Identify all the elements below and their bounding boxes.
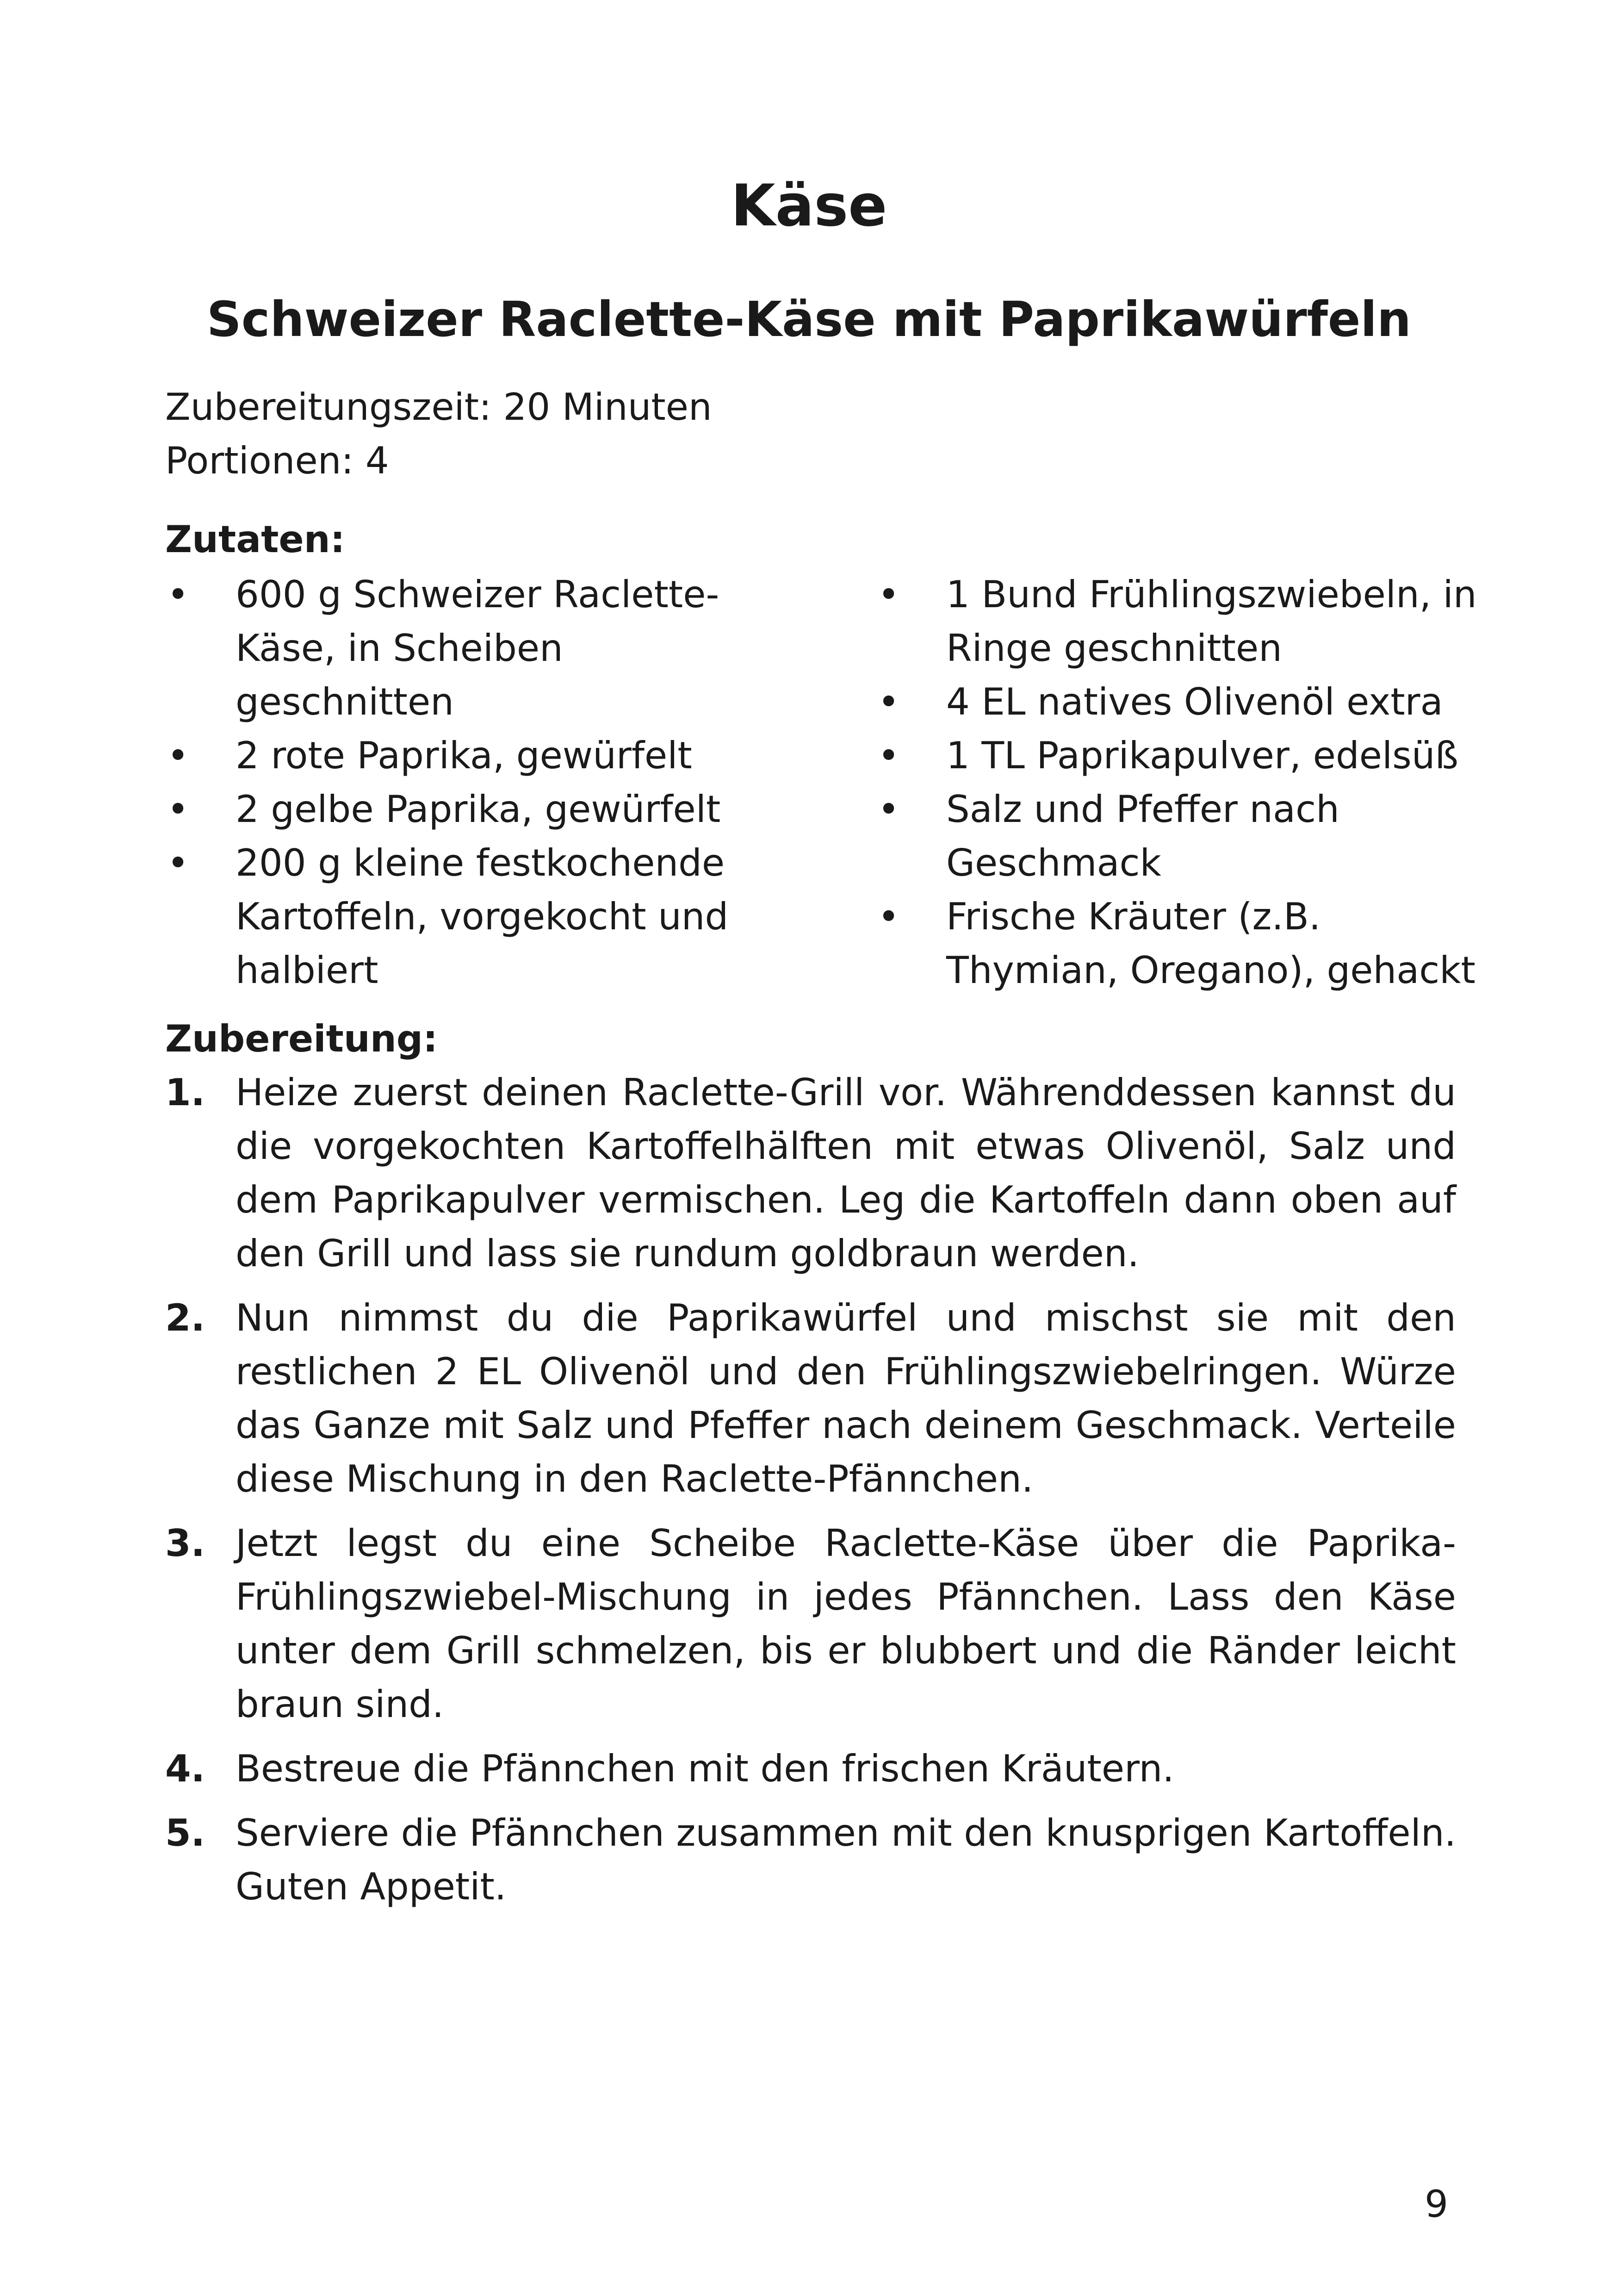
ingredient-item: [876, 568, 1491, 675]
step-text: Jetzt legst du eine Scheibe Raclette-Käse über die Paprika-Frühlingszwiebel-Mischung in jedes Pfännchen. Lass den Käse unter dem Grill schmelzen, bis er blubbert und die Ränder leicht braun sind.: [236, 1522, 1456, 1726]
bullet-icon: •: [167, 841, 189, 884]
ingredient-text: 4 EL natives Olivenöl extra: [946, 680, 1443, 723]
ingredient-item: [165, 729, 762, 783]
bullet-icon: •: [878, 895, 900, 938]
ingredient-text: 2 gelbe Paprika, gewürfelt: [236, 788, 721, 831]
ingredients-list-left: [165, 568, 762, 997]
step-item: [165, 1806, 1456, 1914]
recipe-title: Schweizer Raclette-Käse mit Paprikawürfeln: [206, 291, 1412, 348]
ingredient-text: Frische Kräuter (z.B. Thymian, Oregano), gehackt: [946, 895, 1475, 992]
bullet-icon: •: [878, 573, 900, 616]
step-text: Heize zuerst deinen Raclette-Grill vor. Währenddessen kannst du die vorgekochten Kartoffelhälften mit etwas Olivenöl, Salz und dem Paprikapulver vermischen. Leg die Kartoffeln dann oben auf den Grill und lass sie rundum goldbraun werden.: [236, 1071, 1456, 1275]
preparation-steps: [165, 1066, 1456, 1924]
ingredient-item: [876, 783, 1491, 890]
ingredient-item: [165, 836, 762, 997]
step-number: 5.: [165, 1811, 205, 1854]
ingredient-item: [876, 675, 1491, 729]
ingredient-text: 1 TL Paprikapulver, edelsüß: [946, 734, 1458, 777]
bullet-icon: •: [167, 788, 189, 831]
ingredient-item: [876, 890, 1491, 997]
bullet-icon: •: [878, 680, 900, 723]
step-item: [165, 1066, 1456, 1281]
bullet-icon: •: [878, 734, 900, 777]
step-text: Bestreue die Pfännchen mit den frischen Kräutern.: [236, 1747, 1174, 1790]
ingredient-item: [165, 568, 762, 729]
ingredient-text: 1 Bund Frühlingszwiebeln, in Ringe geschnitten: [946, 573, 1477, 670]
servings: Portionen: 4: [165, 439, 389, 482]
ingredient-item: [876, 729, 1491, 783]
preparation-heading: Zubereitung:: [165, 1017, 438, 1060]
step-item: [165, 1742, 1456, 1796]
step-number: 4.: [165, 1747, 205, 1790]
step-item: [165, 1291, 1456, 1506]
step-number: 1.: [165, 1071, 205, 1114]
ingredient-item: [165, 783, 762, 836]
chapter-title: Käse: [731, 173, 887, 239]
ingredient-text: Salz und Pfeffer nach Geschmack: [946, 788, 1339, 884]
step-text: Serviere die Pfännchen zusammen mit den knusprigen Kartoffeln. Guten Appetit.: [236, 1811, 1456, 1908]
step-item: [165, 1517, 1456, 1731]
ingredient-text: 600 g Schweizer Raclette-Käse, in Scheiben geschnitten: [236, 573, 719, 723]
ingredient-text: 2 rote Paprika, gewürfelt: [236, 734, 692, 777]
bullet-icon: •: [167, 734, 189, 777]
ingredient-text: 200 g kleine festkochende Kartoffeln, vorgekocht und halbiert: [236, 841, 729, 992]
step-number: 2.: [165, 1296, 205, 1339]
bullet-icon: •: [878, 788, 900, 831]
bullet-icon: •: [167, 573, 189, 616]
ingredients-heading: Zutaten:: [165, 518, 345, 561]
ingredients-list-right: [876, 568, 1491, 997]
recipe-meta: [165, 380, 712, 488]
step-number: 3.: [165, 1522, 205, 1565]
prep-time: Zubereitungszeit: 20 Minuten: [165, 386, 712, 429]
step-text: Nun nimmst du die Paprikawürfel und mischst sie mit den restlichen 2 EL Olivenöl und den Frühlingszwiebelringen. Würze das Ganze mit Salz und Pfeffer nach deinem Geschmack. Verteile diese Mischung in den Raclette-Pfännchen.: [236, 1296, 1456, 1500]
page-number: 9: [1425, 2183, 1448, 2226]
